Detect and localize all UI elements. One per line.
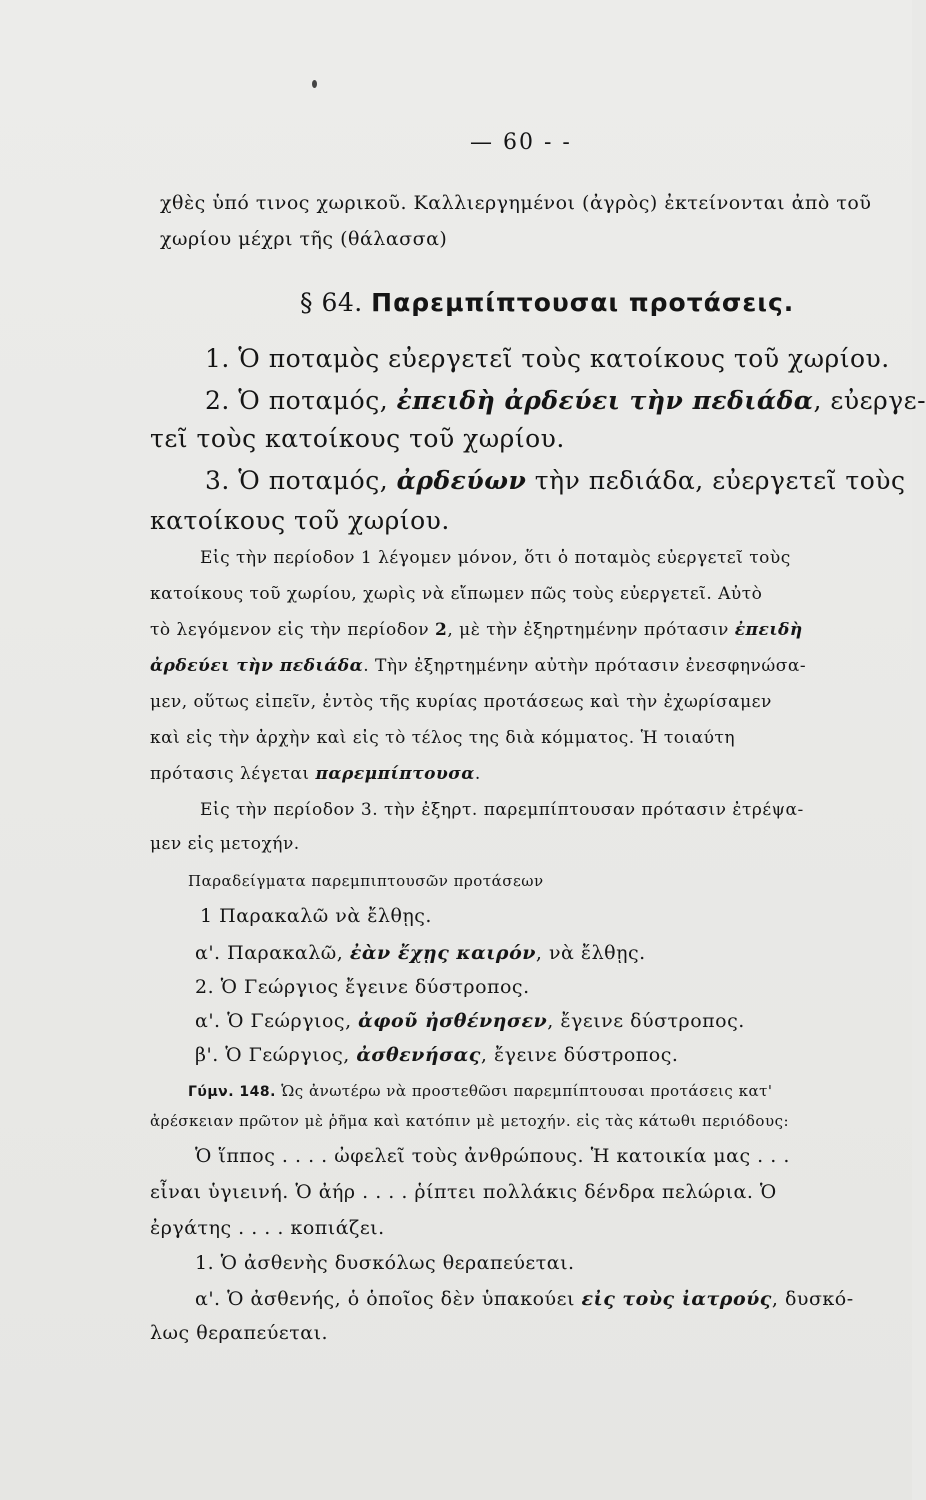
paragraph-line: πρότασις λέγεται παρεμπίπτουσα.: [150, 764, 481, 784]
example-sentence: 3. Ὁ ποταμός, ἀρδεύων τὴν πεδιάδα, εὐεργετεῖ τοὺς: [205, 466, 906, 495]
ink-speck: [312, 80, 317, 88]
example-item: 2. Ὁ Γεώργιος ἔγεινε δύστροπος.: [195, 976, 530, 998]
paragraph-line: ἀρδεύει τὴν πεδιάδα. Τὴν ἐξηρτημένην αὐτὴν πρότασιν ἐνεσφηνώσα-: [150, 656, 807, 676]
section-title: Παρεμπίπτουσαι προτάσεις.: [371, 288, 795, 317]
exercise-text: Ὁ ἵππος . . . . ὠφελεῖ τοὺς ἀνθρώπους. Ἡ κατοικία μας . . .: [195, 1145, 790, 1167]
exercise-number: Γύμν. 148.: [188, 1084, 276, 1100]
text-line: χωρίου μέχρι τῆς (θάλασσα): [160, 228, 448, 250]
example-item: 1. Ὁ ἀσθενὴς δυσκόλως θεραπεύεται.: [195, 1252, 575, 1274]
exercise-text: ἐργάτης . . . . κοπιάζει.: [150, 1217, 385, 1239]
paragraph-line: Εἰς τὴν περίοδον 1 λέγομεν μόνον, ὅτι ὁ ποταμὸς εὐεργετεῖ τοὺς: [200, 548, 791, 568]
example-item: 1 Παρακαλῶ νὰ ἔλθῃς.: [200, 905, 432, 927]
example-item: β'. Ὁ Γεώργιος, ἀσθενήσας, ἔγεινε δύστροπος.: [195, 1044, 679, 1066]
example-item: α'. Ὁ ἀσθενής, ὁ ὁποῖος δὲν ὑπακούει εἰς τοὺς ἰατρούς, δυσκό-: [195, 1288, 854, 1310]
exercise-line: Γύμν. 148. Ὡς ἀνωτέρω νὰ προστεθῶσι παρεμπίπτουσαι προτάσεις κατ': [188, 1082, 773, 1100]
paragraph-line: μεν εἰς μετοχήν.: [150, 834, 300, 854]
example-sentence: 1. Ὁ ποταμὸς εὐεργετεῖ τοὺς κατοίκους τοῦ χωρίου.: [205, 344, 890, 373]
emphasis: ἀρδεύων: [396, 466, 527, 495]
paragraph-line: καὶ εἰς τὴν ἀρχὴν καὶ εἰς τὸ τέλος της διὰ κόμματος. Ἡ τοιαύτη: [150, 728, 736, 748]
example-item: α'. Ὁ Γεώργιος, ἀφοῦ ἠσθένησεν, ἔγεινε δύστροπος.: [195, 1010, 745, 1032]
example-sentence: 2. Ὁ ποταμός, ἐπειδὴ ἀρδεύει τὴν πεδιάδα, εὐεργε-: [205, 386, 926, 415]
paragraph-line: Εἰς τὴν περίοδον 3. τὴν ἐξηρτ. παρεμπίπτουσαν πρότασιν ἐτρέψα-: [200, 800, 804, 820]
paragraph-line: μεν, οὕτως εἰπεῖν, ἐντὸς τῆς κυρίας προτάσεως καὶ τὴν ἐχωρίσαμεν: [150, 692, 772, 712]
paragraph-line: τὸ λεγόμενον εἰς τὴν περίοδον 2, μὲ τὴν ἐξηρτημένην πρότασιν ἐπειδὴ: [150, 620, 803, 640]
paragraph-line: κατοίκους τοῦ χωρίου, χωρὶς νὰ εἴπωμεν πῶς τοὺς εὐεργετεῖ. Αὐτὸ: [150, 584, 763, 604]
examples-title: Παραδείγματα παρεμπιπτουσῶν προτάσεων: [188, 872, 544, 890]
example-sentence: τεῖ τοὺς κατοίκους τοῦ χωρίου.: [150, 424, 565, 453]
text-line: χθὲς ὑπό τινος χωρικοῦ. Καλλιεργημένοι (ἀγρὸς) ἐκτείνονται ἀπὸ τοῦ: [160, 192, 872, 214]
example-sentence: κατοίκους τοῦ χωρίου.: [150, 506, 450, 535]
section-number: § 64.: [300, 288, 363, 317]
exercise-line: ἀρέσκειαν πρῶτον μὲ ῥῆμα καὶ κατόπιν μὲ μετοχήν. εἰς τὰς κάτωθι περιόδους:: [150, 1112, 790, 1130]
example-item: λως θεραπεύεται.: [150, 1322, 329, 1344]
exercise-text: εἶναι ὑγιεινή. Ὁ ἀήρ . . . . ῥίπτει πολλάκις δένδρα πελώρια. Ὁ: [150, 1181, 777, 1203]
section-heading: [300, 288, 794, 317]
page-number: — 60 - -: [470, 130, 572, 155]
emphasis: ἐπειδὴ ἀρδεύει τὴν πεδιάδα: [396, 386, 814, 415]
example-item: α'. Παρακαλῶ, ἐὰν ἔχῃς καιρόν, νὰ ἔλθῃς.: [195, 942, 646, 964]
